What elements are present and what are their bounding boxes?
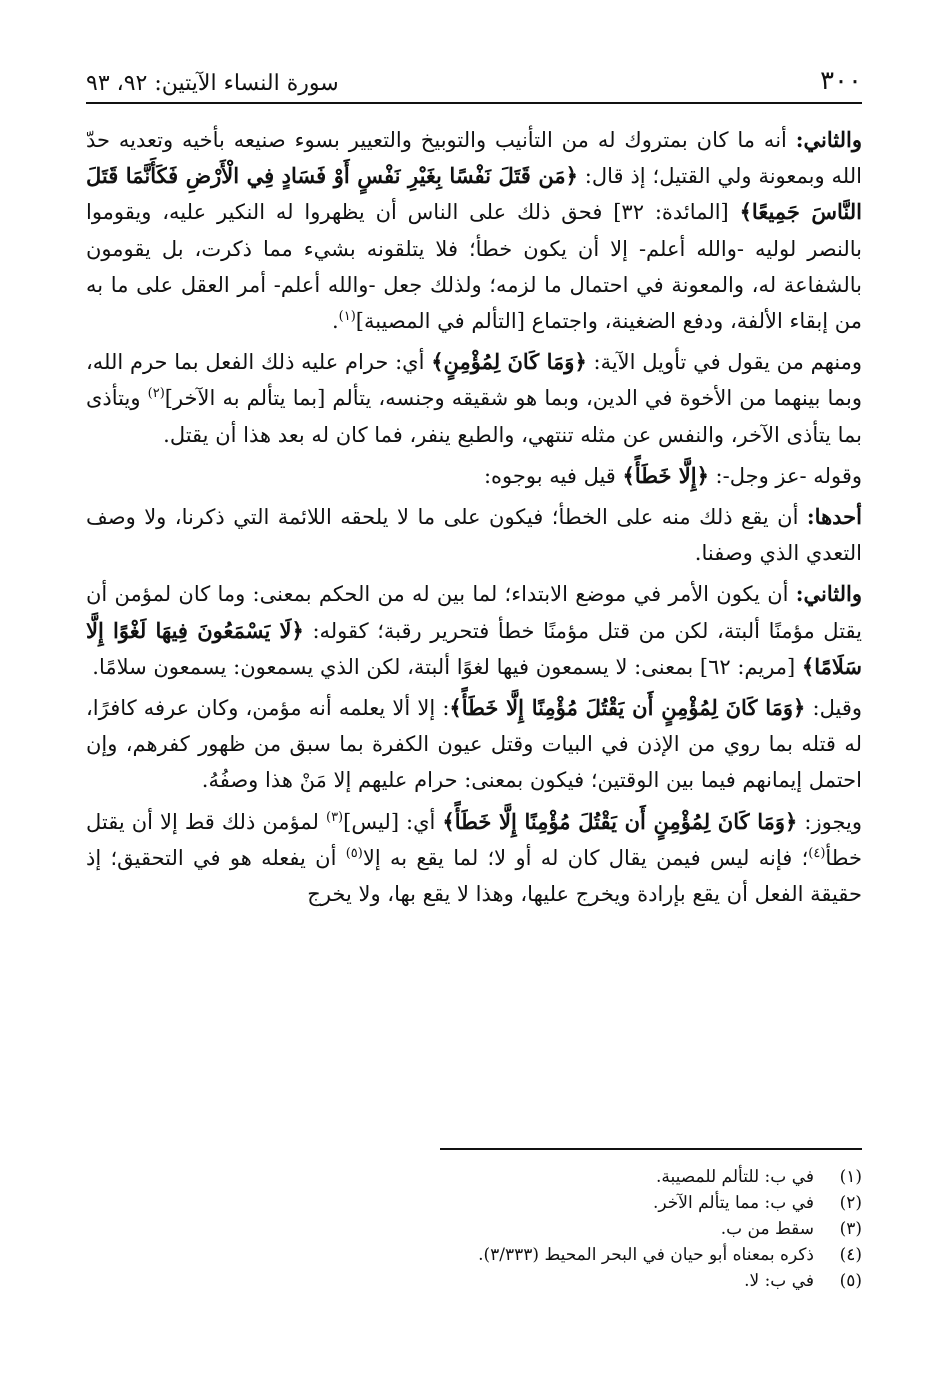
text-run: أي: حرام عليه ذلك الفعل بما حرم الله، وبما بينهما من الأخوة في الدين، وبما هو شقيقه وجنسه، يتألم [بما يتألم به الآخر] <box>86 350 863 411</box>
footnote-ref[interactable]: (٣) <box>325 809 344 825</box>
footnote-text: في ب: لا. <box>744 1271 814 1291</box>
footnote-item <box>86 1216 862 1242</box>
footnote-text: ذكره بمعناه أبو حيان في البحر المحيط (٣/٣٣٣). <box>478 1245 814 1265</box>
text-run: أن يفعله هو في التحقيق؛ إذ حقيقة الفعل أن يقع بإرادة ويخرج عليها، وهذا لا يقع بها، ولا يخرج <box>86 845 862 907</box>
footnote-number: (١) <box>839 1167 862 1187</box>
paragraph-lead: والثاني: <box>795 581 862 607</box>
footnote-number: (٣) <box>839 1219 862 1239</box>
quran-quote: ﴿لَا يَسْمَعُونَ فِيهَا لَغْوًا إِلَّا سَلَامًا﴾ <box>86 617 862 679</box>
text-run: وقوله -عز وجل-: <box>708 463 862 488</box>
footnote-ref[interactable]: (٤) <box>808 845 826 861</box>
text-run: [المائدة: ٣٢] فحق ذلك على الناس أن يظهروا له النكير عليه، ويقوموا بالنصر لوليه -والله أعلم- إلا أن يكون خطأ؛ فلا يتلقونه بشيء مما ذكرت، بل يقومون بالشفاعة له، والمعونة في احتمال ما لزمه؛ ولذلك جعل -والله أعلم- أمر العقل على ما به من إبقاء الألفة، ودفع الضغينة، واجتماع [التألم في المصيبة] <box>86 200 862 334</box>
footnote-item <box>86 1190 862 1216</box>
footnote-text: في ب: للتألم للمصيبة. <box>655 1167 814 1187</box>
footnote-text: في ب: مما يتألم الآخر. <box>652 1193 814 1213</box>
footnote-item <box>86 1268 862 1294</box>
text-run: أي: [ليس] <box>343 809 443 834</box>
text-run: ؛ فإنه ليس فيمن يقال كان له أو لا؛ لما يقع به إلا <box>362 845 809 870</box>
text-run: ومنهم من يقول في تأويل الآية: <box>586 350 862 375</box>
paragraph-5 <box>86 576 862 685</box>
footnote-ref[interactable]: (١) <box>338 309 356 325</box>
footnote-ref[interactable]: (٢) <box>147 386 165 402</box>
text-run: وقيل: <box>805 696 863 721</box>
footnote-number: (٤) <box>839 1245 862 1265</box>
text-run: . <box>331 309 339 334</box>
running-title: سورة النساء الآيتين: ٩٢، ٩٣ <box>86 71 339 96</box>
footnote-ref[interactable]: (٥) <box>345 845 363 861</box>
paragraph-1 <box>86 122 862 339</box>
page-header <box>86 64 862 104</box>
text-run: قيل فيه بوجوه: <box>483 463 623 488</box>
text-run: [مريم: ٦٢] بمعنى: لا يسمعون فيها لغوًا ألبتة، لكن الذي يسمعون: يسمعون سلامًا. <box>92 654 802 679</box>
footnote-divider <box>440 1148 862 1150</box>
paragraph-lead: والثاني: <box>795 127 862 152</box>
quran-quote: ﴿مَن قَتَلَ نَفْسًا بِغَيْرِ نَفْسٍ أَوْ فَسَادٍ فِي الْأَرْضِ فَكَأَنَّمَا قَتَلَ النَّاسَ جَمِيعًا﴾ <box>86 163 862 225</box>
quran-quote: ﴿إِلَّا خَطَأً﴾ <box>622 462 709 488</box>
text-run: : إلا ألا يعلمه أنه مؤمن، وكان عرفه كافرًا، له قتله بما روي من الإذن في البيات وقتل عيون الكفرة بما سبق من ظهور كفرهم، وإن احتمل إيمانهم فيما بين الوقتين؛ فيكون بمعنى: حرام عليهم إلا مَنْ هذا وصفُهُ. <box>86 696 862 793</box>
text-run: أنه ما كان بمتروك له من التأنيب والتوبيخ والتعيير بسوء صنيعه بأخيه وتعديه حدّ الله وبمعونة ولي القتيل؛ إذ قال: <box>86 128 862 189</box>
footnote-item <box>86 1164 862 1190</box>
text-run: ويجوز: <box>797 809 862 834</box>
footnote-number: (٢) <box>839 1193 862 1213</box>
text-run: ويتأذى بما يتأذى الآخر، والنفس عن مثله تنتهي، والطبع ينفر، فما كان له بعد هذا أن يقتل. <box>86 386 862 447</box>
footnotes <box>86 1164 862 1294</box>
footnote-number: (٥) <box>839 1271 862 1291</box>
paragraph-3 <box>86 458 862 494</box>
text-run: لمؤمن ذلك قط إلا أن يقتل خطأ <box>86 809 862 870</box>
paragraph-2 <box>86 344 862 453</box>
paragraph-7 <box>86 804 862 913</box>
footnote-text: سقط من ب. <box>720 1219 814 1239</box>
paragraph-lead: أحدها: <box>806 504 862 530</box>
text-run: أن يقع ذلك منه على الخطأ؛ فيكون على ما لا يلحقه اللائمة التي ذكرنا، ولا وصف التعدي الذي وصفنا. <box>86 505 862 566</box>
quran-quote: ﴿وَمَا كَانَ لِمُؤْمِنٍ أَن يَقْتُلَ مُؤْمِنًا إِلَّا خَطَأً﴾ <box>442 808 798 834</box>
footnote-item <box>86 1242 862 1268</box>
main-text <box>86 122 862 917</box>
quran-quote: ﴿وَمَا كَانَ لِمُؤْمِنٍ أَن يَقْتُلَ مُؤْمِنًا إِلَّا خَطَأً﴾ <box>449 695 806 721</box>
paragraph-6 <box>86 690 862 799</box>
quran-quote: ﴿وَمَا كَانَ لِمُؤْمِنٍ﴾ <box>431 349 587 375</box>
page-number: ٣٠٠ <box>820 66 862 96</box>
paragraph-4 <box>86 499 862 571</box>
text-run: أن يكون الأمر في موضع الابتداء؛ لما بين له من الحكم بمعنى: وما كان لمؤمن أن يقتل مؤمنًا ألبتة، لكن من قتل مؤمنًا خطأ فتحرير رقبة؛ كقوله: <box>86 582 862 643</box>
